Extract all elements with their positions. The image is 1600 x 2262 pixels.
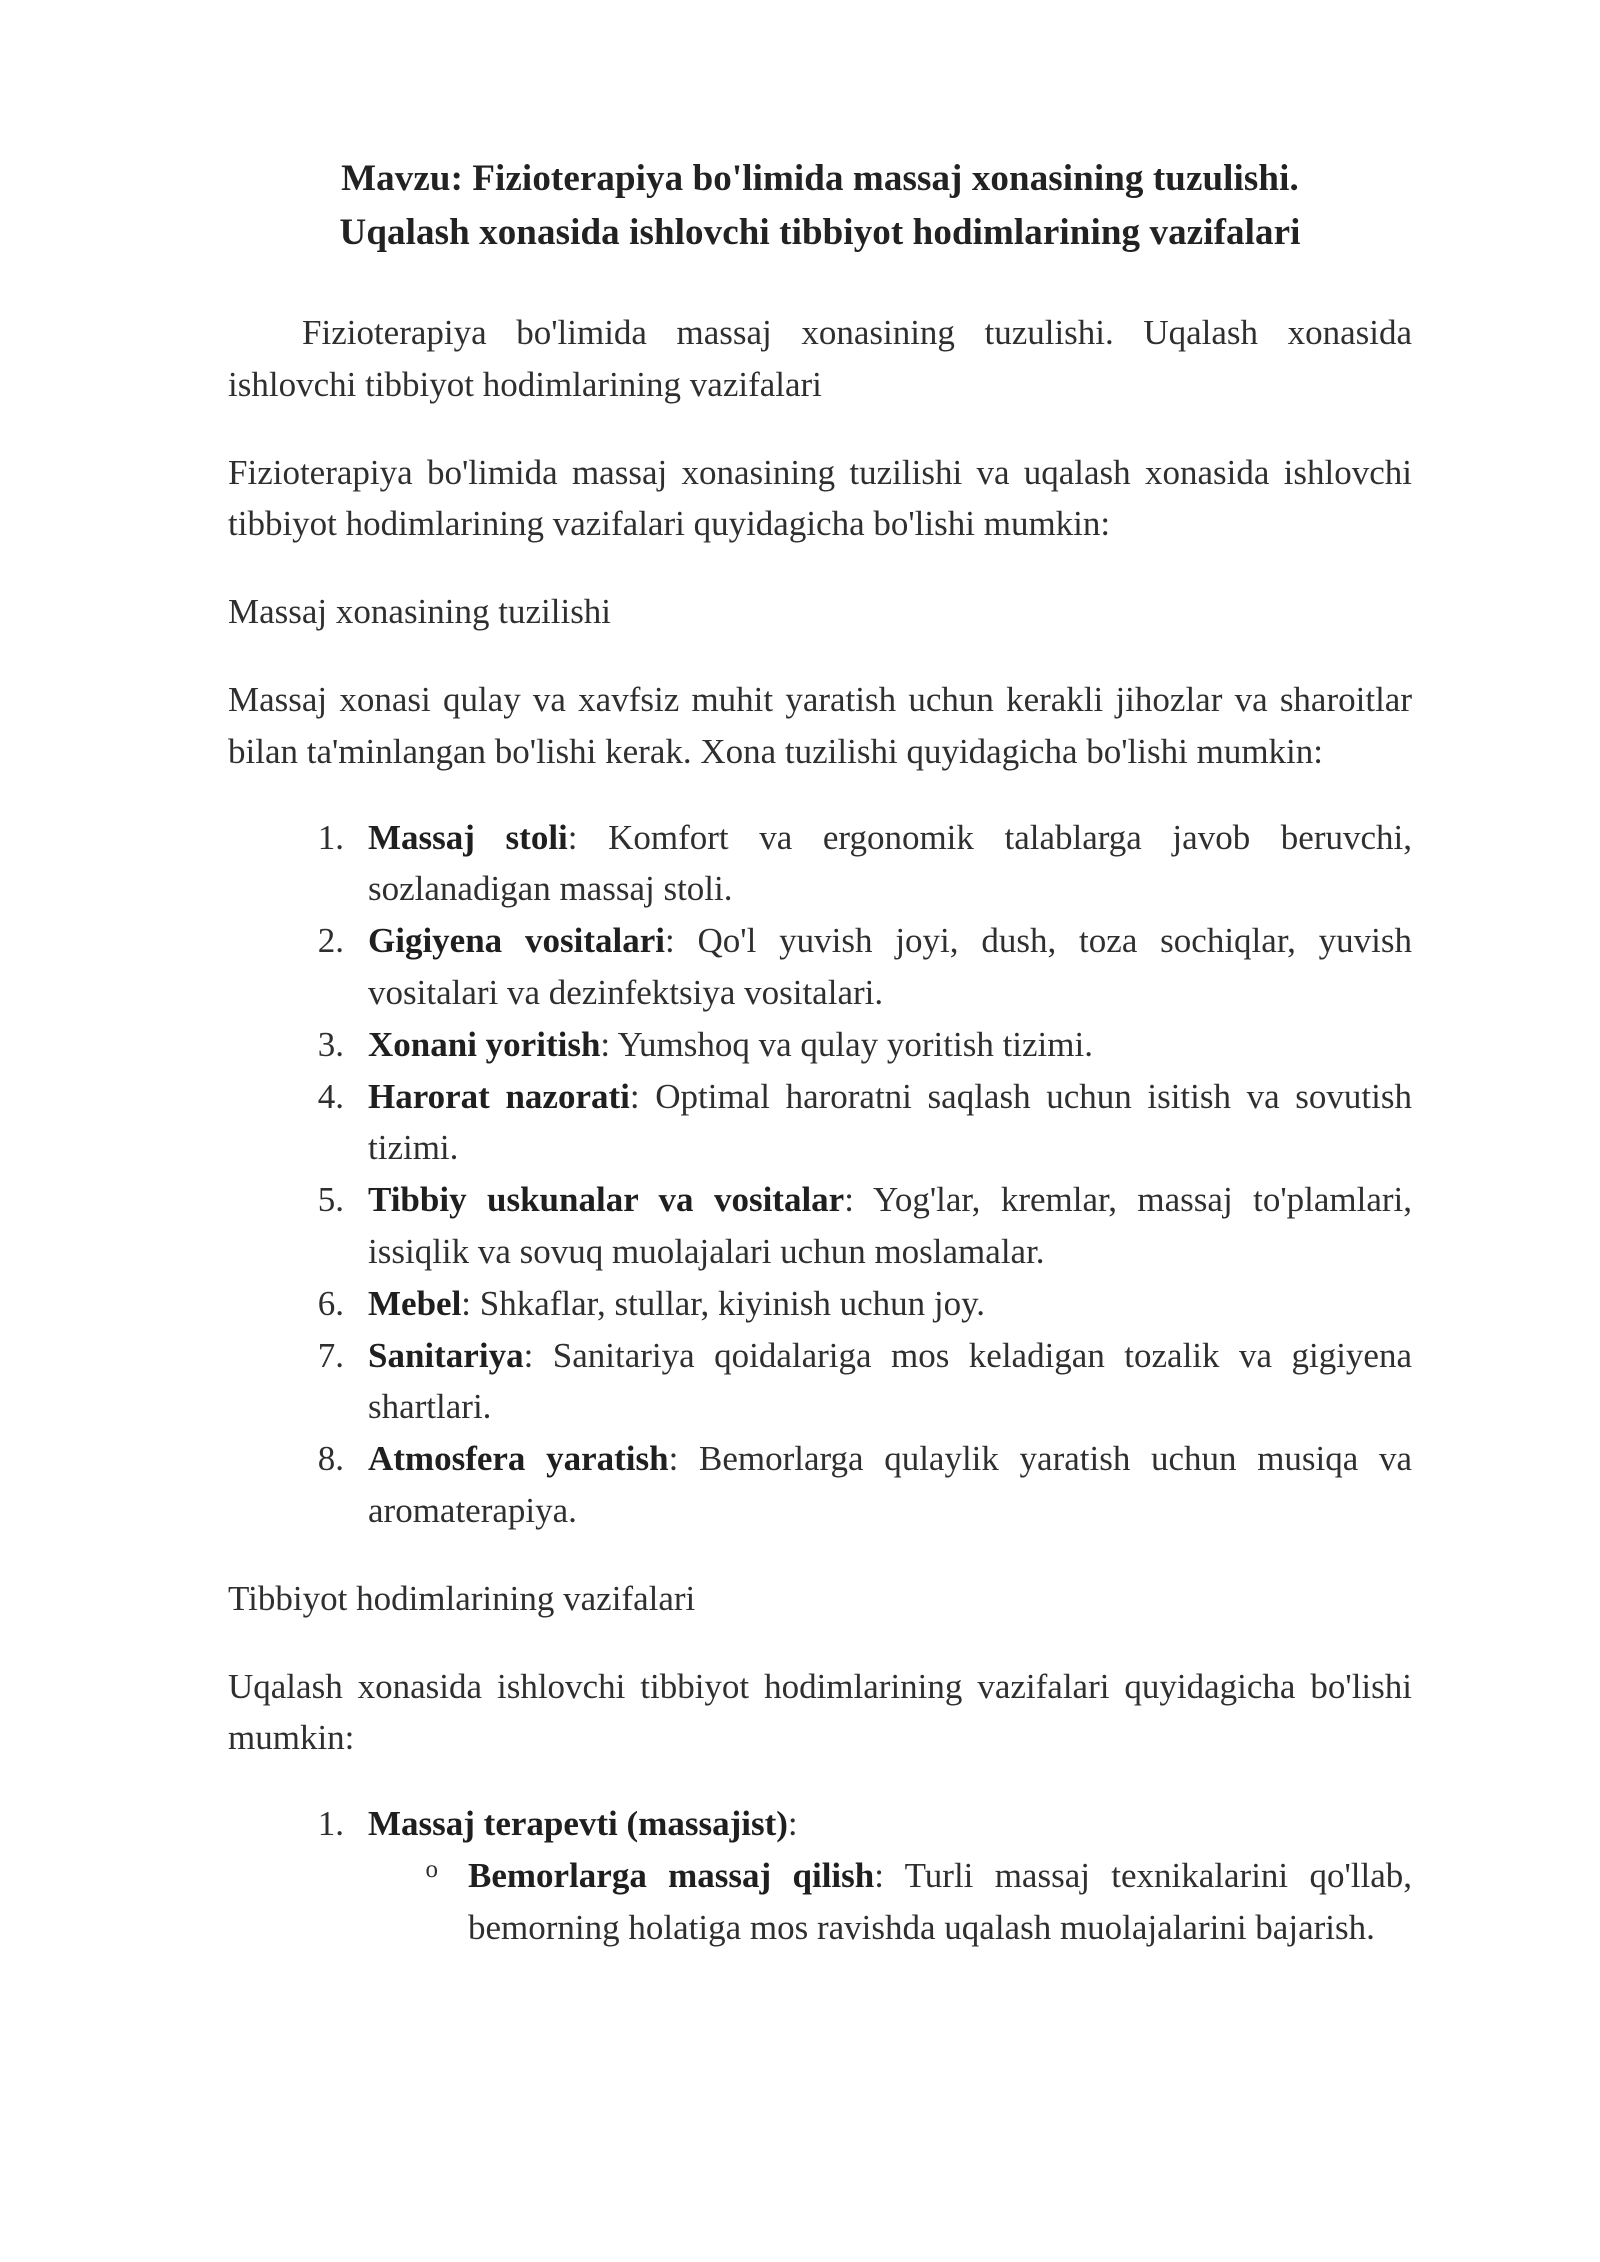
list-item-text: : — [787, 1804, 798, 1844]
list-item — [278, 812, 1412, 916]
list-item-lead: Tibbiy uskunalar va vositalar — [368, 1180, 845, 1220]
intro-paragraph: Fizioterapiya bo'limida massaj xonasining tuzulishi. Uqalash xonasida ishlovchi tibbiyot hodimlarining vazifalari — [228, 313, 1412, 404]
list-item-text: : Yumshoq va qulay yoritish tizimi. — [600, 1024, 1093, 1064]
list-item-lead: Massaj terapevti (massajist) — [368, 1804, 788, 1844]
page-title-line-2: Uqalash xonasida ishlovchi tibbiyot hodimlarining vazifalari — [339, 212, 1301, 254]
list-item — [278, 915, 1412, 1019]
list-item — [278, 1019, 1412, 1071]
section-2-intro: Uqalash xonasida ishlovchi tibbiyot hodimlarining vazifalari quyidagicha bo'lishi mumkin: — [228, 1666, 1412, 1758]
list-item-lead: Harorat nazorati — [368, 1076, 630, 1116]
list-item-text: : Yog'lar, kremlar, massaj to'plamlari, issiqlik va sovuq muolajalari uchun moslamalar. — [368, 1180, 1412, 1271]
section-1-heading: Massaj xonasining tuzilishi — [228, 592, 612, 632]
list-item-lead: Gigiyena vositalari — [368, 921, 665, 961]
list-item-text: : Qo'l yuvish joyi, dush, toza sochiqlar, yuvish vositalari va dezinfektsiya vositalari. — [368, 921, 1412, 1012]
sub-list-item-lead: Bemorlarga massaj qilish — [468, 1855, 875, 1895]
list-item-text: : Komfort va ergonomik talablarga javob beruvchi, sozlanadigan massaj stoli. — [368, 817, 1412, 909]
room-structure-list — [228, 812, 1412, 1537]
staff-duties-sublist — [368, 1850, 1412, 1954]
list-item — [278, 1174, 1412, 1278]
list-item — [278, 1071, 1412, 1175]
document-content — [228, 0, 1412, 1954]
page-title-line-1: Mavzu: Fizioterapiya bo'limida massaj xonasining tuzulishi. — [341, 158, 1299, 199]
list-item-lead: Mebel — [368, 1283, 462, 1323]
list-item-text: : Sanitariya qoidalariga mos keladigan tozalik va gigiyena shartlari. — [368, 1335, 1412, 1427]
list-item-text: : Optimal haroratni saqlash uchun isitish va sovutish tizimi. — [368, 1076, 1412, 1168]
list-item-text: : Shkaflar, stullar, kiyinish uchun joy. — [461, 1283, 986, 1323]
list-item — [278, 1330, 1412, 1434]
list-item-text: : Bemorlarga qulaylik yaratish uchun musiqa va aromaterapiya. — [368, 1439, 1412, 1530]
section-2-heading: Tibbiyot hodimlarining vazifalari — [228, 1578, 696, 1618]
list-item-lead: Xonani yoritish — [368, 1024, 601, 1064]
page-title — [228, 0, 1412, 260]
list-item — [278, 1798, 1412, 1953]
staff-duties-list — [228, 1798, 1412, 1953]
list-item — [278, 1433, 1412, 1537]
sub-list-item — [378, 1850, 1412, 1954]
list-item-lead: Atmosfera yaratish — [368, 1439, 669, 1479]
sub-list-item-text: : Turli massaj texnikalarini qo'llab, bemorning holatiga mos ravishda uqalash muolajalarini bajarish. — [468, 1855, 1412, 1947]
list-item-lead: Massaj stoli — [368, 817, 568, 857]
section-1-intro: Massaj xonasi qulay va xavfsiz muhit yaratish uchun kerakli jihozlar va sharoitlar bilan ta'minlangan bo'lishi kerak. Xona tuzilishi quyidagicha bo'lishi mumkin: — [228, 680, 1412, 771]
list-item-lead: Sanitariya — [368, 1335, 524, 1375]
overview-paragraph: Fizioterapiya bo'limida massaj xonasining tuzilishi va uqalash xonasida ishlovchi tibbiyot hodimlarining vazifalari quyidagicha bo'lishi mumkin: — [228, 452, 1412, 544]
list-item — [278, 1278, 1412, 1330]
